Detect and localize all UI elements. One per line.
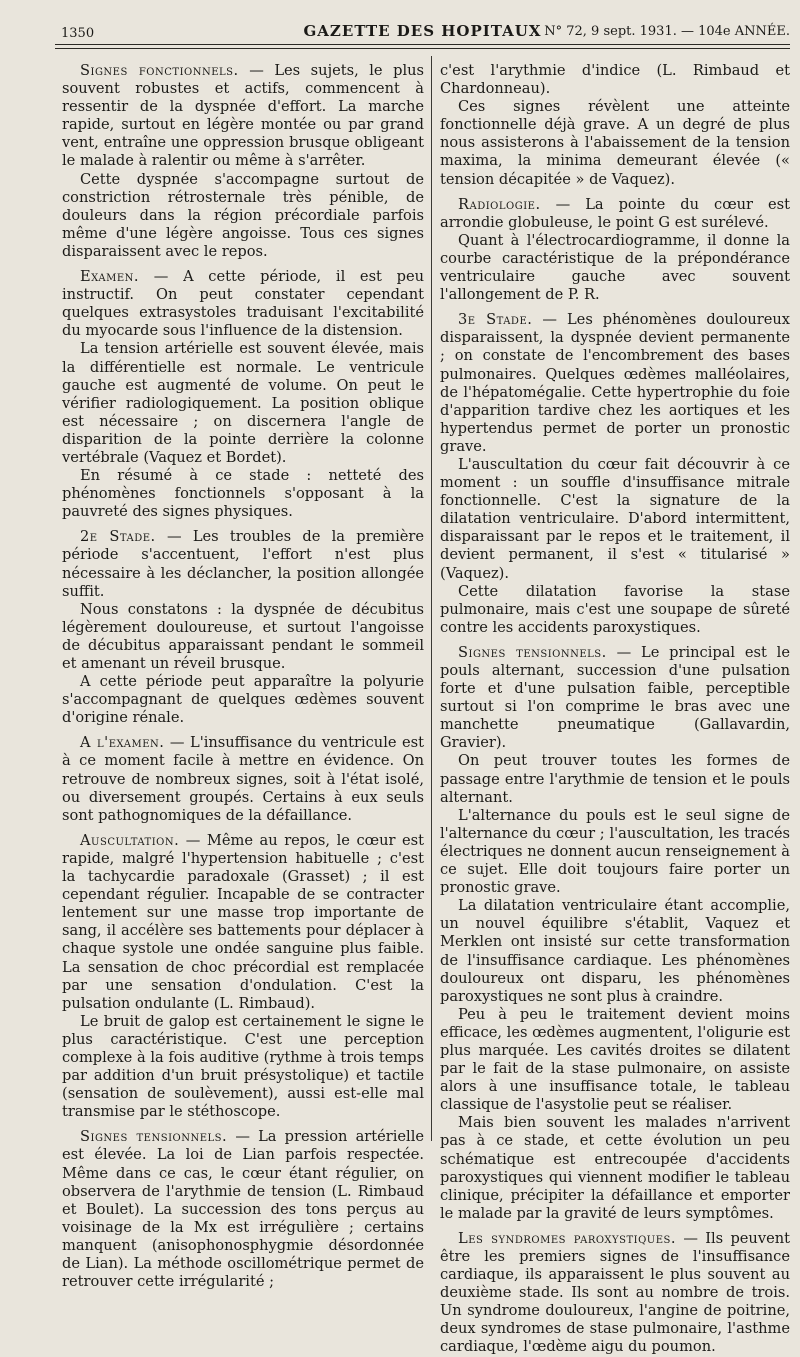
section-heading: Les syndromes paroxystiques. — [458, 1229, 676, 1247]
paragraph-text: — La pression artérielle est élevée. La loi de Lian parfois respectée. Même dans ce cas, le cœur étant régulier, on observera de l'arythmie de tension (L. Rimbaud et Boulet). La succession des tons perçus au voisinage de la Mx est irrégulière ; certains manquent (anisophonosphygmie désordonnée de Lian). La méthode oscillométrique permet de retrouver cette irrégularité ; — [62, 1128, 425, 1291]
paragraph-text: — Ils peuvent être les premiers signes de l'insuffisance cardiaque, ils apparaissent le plus souvent au deuxième stade. Ils sont au nombre de trois. Un syndrome douloureux, l'angine de poitrine, deux syndromes de stase pulmonaire, l'asthme cardiaque, l'œdème aigu du poumon. — [440, 1229, 790, 1356]
section-heading: Signes fonctionnels. — [80, 62, 239, 79]
paragraph-text: — Le principal est le pouls alternant, succession d'une pulsation forte et d'une pulsation faible, perceptible surtout si l'on comprime le bras avec une manchette pneumatique (Gallavardin, Gravier). — [440, 643, 790, 752]
section-gap — [62, 727, 424, 734]
paragraph — [62, 528, 424, 600]
section-gap — [62, 825, 424, 832]
section-gap — [62, 521, 424, 528]
section-heading: Examen. — [80, 268, 140, 286]
paragraph-text: Ces signes révèlent une atteinte fonctionnelle déjà grave. A un degré de plus nous assisterons à l'abaissement de la tension maxima, la minima demeurant élevée (« tension décapitée » de Vaquez). — [440, 98, 790, 188]
section-gap — [440, 189, 790, 196]
paragraph — [440, 1006, 790, 1115]
paragraph — [62, 832, 424, 1013]
paragraph — [62, 673, 424, 727]
paragraph — [62, 601, 424, 673]
paragraph-text: A cette période peut apparaître la polyurie s'accompagnant de quelques œdèmes souvent d'origine rénale. — [62, 673, 424, 727]
paragraph-text: — L'insuffisance du ventricule est à ce moment facile à mettre en évidence. On retrouve de nombreux signes, soit à l'état isolé, ou diversement groupés. Certains à eux seuls sont pathognomiques de la défaillance. — [62, 734, 424, 824]
paragraph-text: c'est l'arythmie d'indice (L. Rimbaud et Chardonneau). — [440, 62, 790, 98]
paragraph — [62, 62, 424, 171]
header-rule — [55, 44, 790, 45]
right-column — [440, 62, 790, 1357]
paragraph-text: Le bruit de galop est certainement le signe le plus caractéristique. C'est une perception complexe à la fois auditive (rythme à trois temps par addition d'un bruit présystolique) et tactile (sensation de soulèvement), aussi est-elle mal transmise par le stéthoscope. — [62, 1012, 424, 1121]
section-gap — [440, 637, 790, 644]
paragraph — [62, 340, 424, 467]
paragraph-text: Nous constatons : la dyspnée de décubitus légèrement douloureuse, et surtout l'angoisse de décubitus apparaissant pendant le sommeil et amenant un réveil brusque. — [62, 600, 424, 672]
section-heading: A l'examen. — [80, 734, 165, 752]
issue-info: N° 72, 9 sept. 1931. — 104e ANNÉE. — [544, 24, 790, 39]
paragraph-text: — La pointe du cœur est arrondie globuleuse, le point G est surélevé. — [440, 195, 790, 231]
paragraph — [440, 1114, 790, 1223]
paragraph-text: L'auscultation du cœur fait découvrir à ce moment : un souffle d'insuffisance mitrale fonctionnelle. C'est la signature de la dilatation ventriculaire. D'abord intermittent, disparaissant par le repos et le traitement, il devient permanent, il s'est « titularisé » (Vaquez). — [440, 455, 790, 582]
paragraph-text: Quant à l'électrocardiogramme, il donne la courbe caractéristique de la prépondérance ventriculaire gauche avec souvent l'allongement de P. R. — [440, 231, 790, 304]
section-gap — [440, 304, 790, 311]
journal-title: GAZETTE DES HOPITAUX — [303, 22, 542, 40]
paragraph — [440, 311, 790, 456]
column-divider — [431, 56, 432, 1141]
paragraph-text: — A cette période, il est peu instructif. On peut constater cependant quelques extrasystoles traduisant l'excitabilité du myocarde sous l'influence de la distension. — [62, 268, 424, 340]
paragraph-text: — Les sujets, le plus souvent robustes et actifs, commencent à ressentir de la dyspnée d'effort. La marche rapide, surtout en légère montée ou par grand vent, entraîne une oppression brusque obligeant le malade à ralentir ou même à s'arrêter. — [62, 62, 425, 170]
paragraph — [440, 456, 790, 583]
paragraph — [440, 232, 790, 304]
paragraph-text: La tension artérielle est souvent élevée, mais la différentielle est normale. Le ventricule gauche est augmenté de volume. On peut le vérifier radiologiquement. La position oblique est nécessaire ; on discernera l'angle de disparition de la pointe derrière la colonne vertébrale (Vaquez et Bordet). — [62, 340, 424, 466]
paragraph — [440, 196, 790, 232]
section-heading: Radiologie. — [458, 195, 541, 213]
section-heading: Auscultation. — [80, 831, 180, 849]
paragraph — [62, 734, 424, 824]
section-gap — [440, 1223, 790, 1230]
paragraph — [440, 807, 790, 897]
paragraph — [440, 583, 790, 637]
paragraph-text: En résumé à ce stade : netteté des phénomènes fonctionnels s'opposant à la pauvreté des signes physiques. — [62, 467, 424, 521]
page-number: 1350 — [61, 26, 95, 41]
paragraph — [62, 1013, 424, 1122]
paragraph — [62, 467, 424, 521]
paragraph — [440, 752, 790, 806]
paragraph — [440, 644, 790, 753]
section-heading: 2e Stade. — [80, 528, 156, 546]
paragraph-text: — Les troubles de la première période s'accentuent, l'effort n'est plus nécessaire à les déclancher, la position allongée suffit. — [62, 528, 424, 600]
paragraph — [62, 1128, 424, 1291]
paragraph — [62, 171, 424, 261]
section-heading: Signes tensionnels. — [458, 643, 607, 661]
paragraph-text: — Même au repos, le cœur est rapide, malgré l'hypertension habituelle ; c'est la tachycardie paradoxale (Grasset) ; il est cependant régulier. Incapable de se contracter lentement sur une masse trop importante de sang, il accélère ses battements pour déplacer à chaque systole une ondée sanguine plus faible. La sensation de choc précordial est remplacée par une sensation d'ondulation. C'est la pulsation ondulante (L. Rimbaud). — [62, 831, 424, 1012]
paragraph-text: On peut trouver toutes les formes de passage entre l'arythmie de tension et le pouls alternant. — [440, 752, 790, 806]
section-gap — [62, 261, 424, 268]
paragraph-text: La dilatation ventriculaire étant accomplie, un nouvel équilibre s'établit, Vaquez et Merklen ont insisté sur cette transformation de l'insuffisance cardiaque. Les phénomènes douloureux ont disparu, les phénomènes paroxystiques ne sont plus à craindre. — [440, 897, 790, 1005]
paragraph-text: — Les phénomènes douloureux disparaissent, la dyspnée devient permanente ; on constate de l'encombrement des bases pulmonaires. Quelques œdèmes malléolaires, de l'hépatomégalie. Cette hypertrophie du foie d'apparition tardive chez les aortiques et les hypertendus permet de porter un pronostic grave. — [440, 311, 790, 455]
section-heading: Signes tensionnels. — [80, 1128, 228, 1146]
paragraph — [440, 1230, 790, 1357]
paragraph — [440, 897, 790, 1006]
paragraph-text: Cette dyspnée s'accompagne surtout de constriction rétrosternale très pénible, de douleurs dans la région précordiale parfois même d'une légère angoisse. Tous ces signes disparaissent avec le repos. — [62, 170, 424, 260]
section-heading: 3e Stade. — [458, 311, 533, 329]
paragraph-text: Mais bien souvent les malades n'arrivent pas à ce stade, et cette évolution un peu schématique est entrecoupée d'accidents paroxystiques qui viennent modifier le tableau clinique, précipiter la défaillance et emporter le malade par la gravité de leurs symptômes. — [440, 1114, 790, 1222]
paragraph — [62, 268, 424, 340]
paragraph — [440, 62, 790, 98]
section-gap — [62, 1121, 424, 1128]
left-column — [62, 62, 424, 1291]
paragraph-text: Cette dilatation favorise la stase pulmonaire, mais c'est une soupape de sûreté contre les accidents paroxystiques. — [440, 582, 790, 636]
header-rule-thin — [55, 48, 790, 49]
paragraph-text: L'alternance du pouls est le seul signe de l'alternance du cœur ; l'auscultation, les tracés électriques ne donnent aucun renseignement à ce sujet. Elle doit toujours faire porter un pronostic grave. — [440, 806, 790, 897]
paragraph-text: Peu à peu le traitement devient moins efficace, les œdèmes augmentent, l'oligurie est plus marquée. Les cavités droites se dilatent par le fait de la stase pulmonaire, on assiste alors à une insuffisance totale, le tableau classique de l'asystolie peut se réaliser. — [440, 1005, 790, 1114]
paragraph — [440, 98, 790, 188]
